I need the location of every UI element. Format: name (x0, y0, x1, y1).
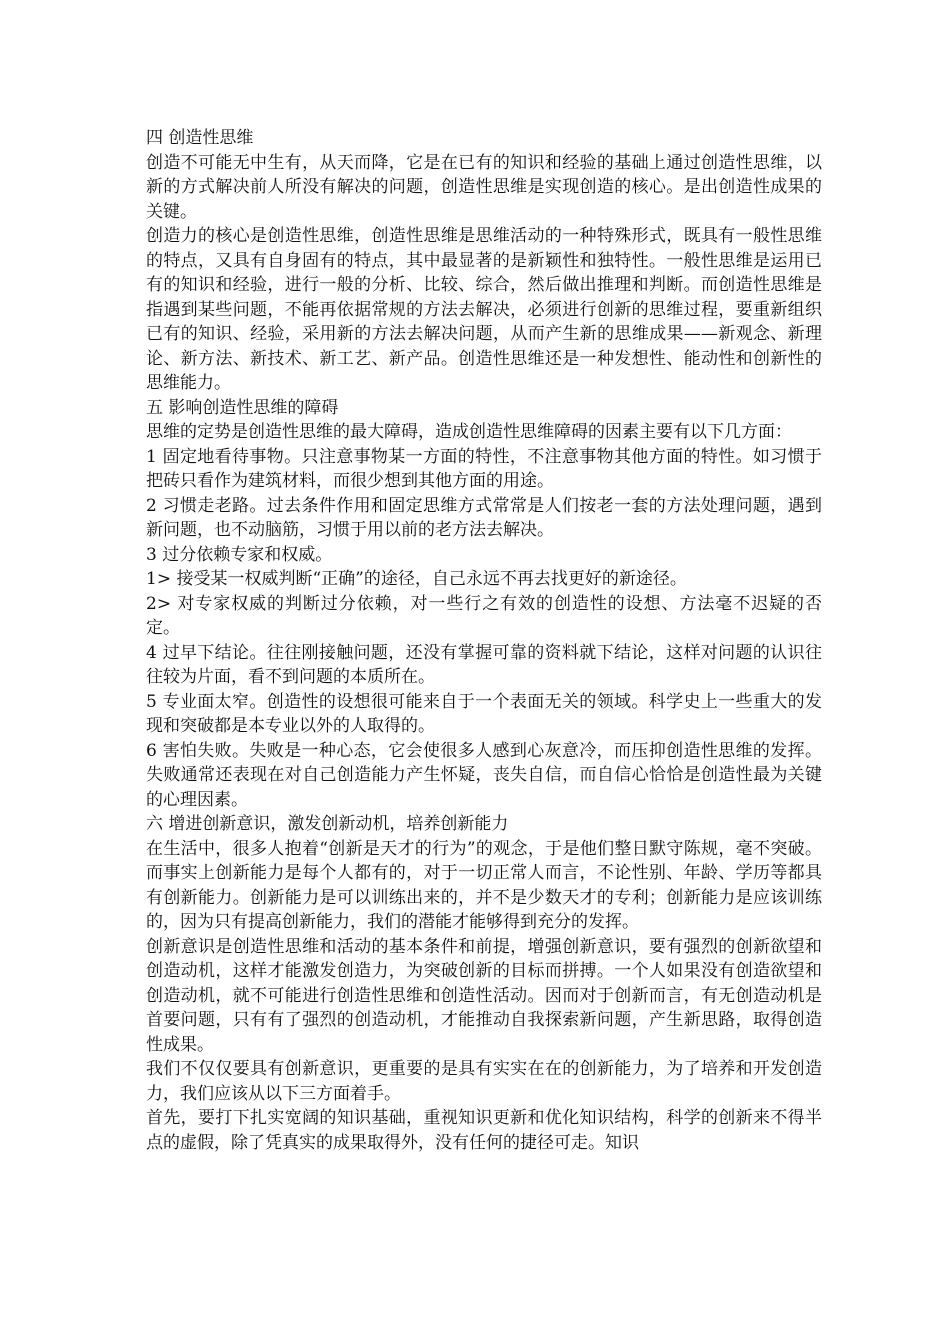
paragraph: 在生活中，很多人抱着“创新是天才的行为”的观念，于是他们整日默守陈规，毫不突破。而事实上创新能力是每个人都有的，对于一切正常人而言，不论性别、年龄、学历等都具有创新能力。创新能力是可以训练出来的，并不是少数天才的专利；创新能力是应该训练的，因为只有提高创新能力，我们的潜能才能够得到充分的发挥。 (146, 838, 822, 932)
list-item: 4 过早下结论。往往刚接触问题，还没有掌握可靠的资料就下结论，这样对问题的认识往往较为片面，看不到问题的本质所在。 (146, 642, 822, 687)
sub-list-item: 1> 接受某一权威判断“正确”的途径，自己永远不再去找更好的新途径。 (146, 569, 687, 589)
section-heading-5: 五 影响创造性思维的障碍 (146, 397, 339, 418)
sub-list-item: 2> 对专家权威的判断过分依赖，对一些行之有效的创造性的设想、方法毫不迟疑的否定。 (146, 593, 822, 638)
paragraph: 创新意识是创造性思维和活动的基本条件和前提，增强创新意识，要有强烈的创新欲望和创造动机，这样才能激发创造力，为突破创新的目标而拼搏。一个人如果没有创造欲望和创造动机，就不可能进行创造性思维和创造性活动。因而对于创新而言，有无创造动机是首要问题，只有有了强烈的创造动机，才能推动自我探索新问题，产生新思路，取得创造性成果。 (146, 936, 822, 1055)
paragraph: 首先，要打下扎实宽阔的知识基础，重视知识更新和优化知识结构，科学的创新来不得半点的虚假，除了凭真实的成果取得外，没有任何的捷径可走。知识 (146, 1108, 822, 1153)
list-item: 3 过分依赖专家和权威。 (146, 544, 333, 565)
paragraph: 思维的定势是创造性思维的最大障碍，造成创造性思维障碍的因素主要有以下几方面： (146, 422, 792, 442)
list-item: 1 固定地看待事物。只注意事物某一方面的特性，不注意事物其他方面的特性。如习惯于把砖只看作为建筑材料，而很少想到其他方面的用途。 (146, 446, 822, 491)
paragraph: 创造力的核心是创造性思维，创造性思维是思维活动的一种特殊形式，既具有一般性思维的特点，又具有自身固有的特点，其中最显著的是新颖性和独特性。一般性思维是运用已有的知识和经验，进行一般的分析、比较、综合，然后做出推理和判断。而创造性思维是指遇到某些问题，不能再依据常规的方法去解决，必须进行创新的思维过程，要重新组织已有的知识、经验，采用新的方法去解决问题，从而产生新的思维成果——新观念、新理论、新方法、新技术、新工艺、新产品。创造性思维还是一种发想性、能动性和创新性的思维能力。 (146, 226, 822, 393)
section-heading-4: 四 创造性思维 (146, 128, 254, 148)
paragraph: 创造不可能无中生有，从天而降，它是在已有的知识和经验的基础上通过创造性思维，以新的方式解决前人所没有解决的问题，创造性思维是实现创造的核心。是出创造性成果的关键。 (146, 152, 822, 222)
document-body (146, 126, 822, 1155)
section-heading-6: 六 增进创新意识，激发创新动机，培养创新能力 (146, 814, 509, 834)
list-item: 2 习惯走老路。过去条件作用和固定思维方式常常是人们按老一套的方法处理问题，遇到新问题，也不动脑筋，习惯于用以前的老方法去解决。 (146, 495, 822, 540)
list-item: 6 害怕失败。失败是一种心态，它会使很多人感到心灰意冷，而压抑创造性思维的发挥。失败通常还表现在对自己创造能力产生怀疑，丧失自信，而自信心恰恰是创造性最为关键的心理因素。 (146, 740, 822, 810)
paragraph: 我们不仅仅要具有创新意识，更重要的是具有实实在在的创新能力，为了培养和开发创造力，我们应该从以下三方面着手。 (146, 1059, 822, 1104)
list-item: 5 专业面太窄。创造性的设想很可能来自于一个表面无关的领域。科学史上一些重大的发现和突破都是本专业以外的人取得的。 (146, 691, 822, 736)
